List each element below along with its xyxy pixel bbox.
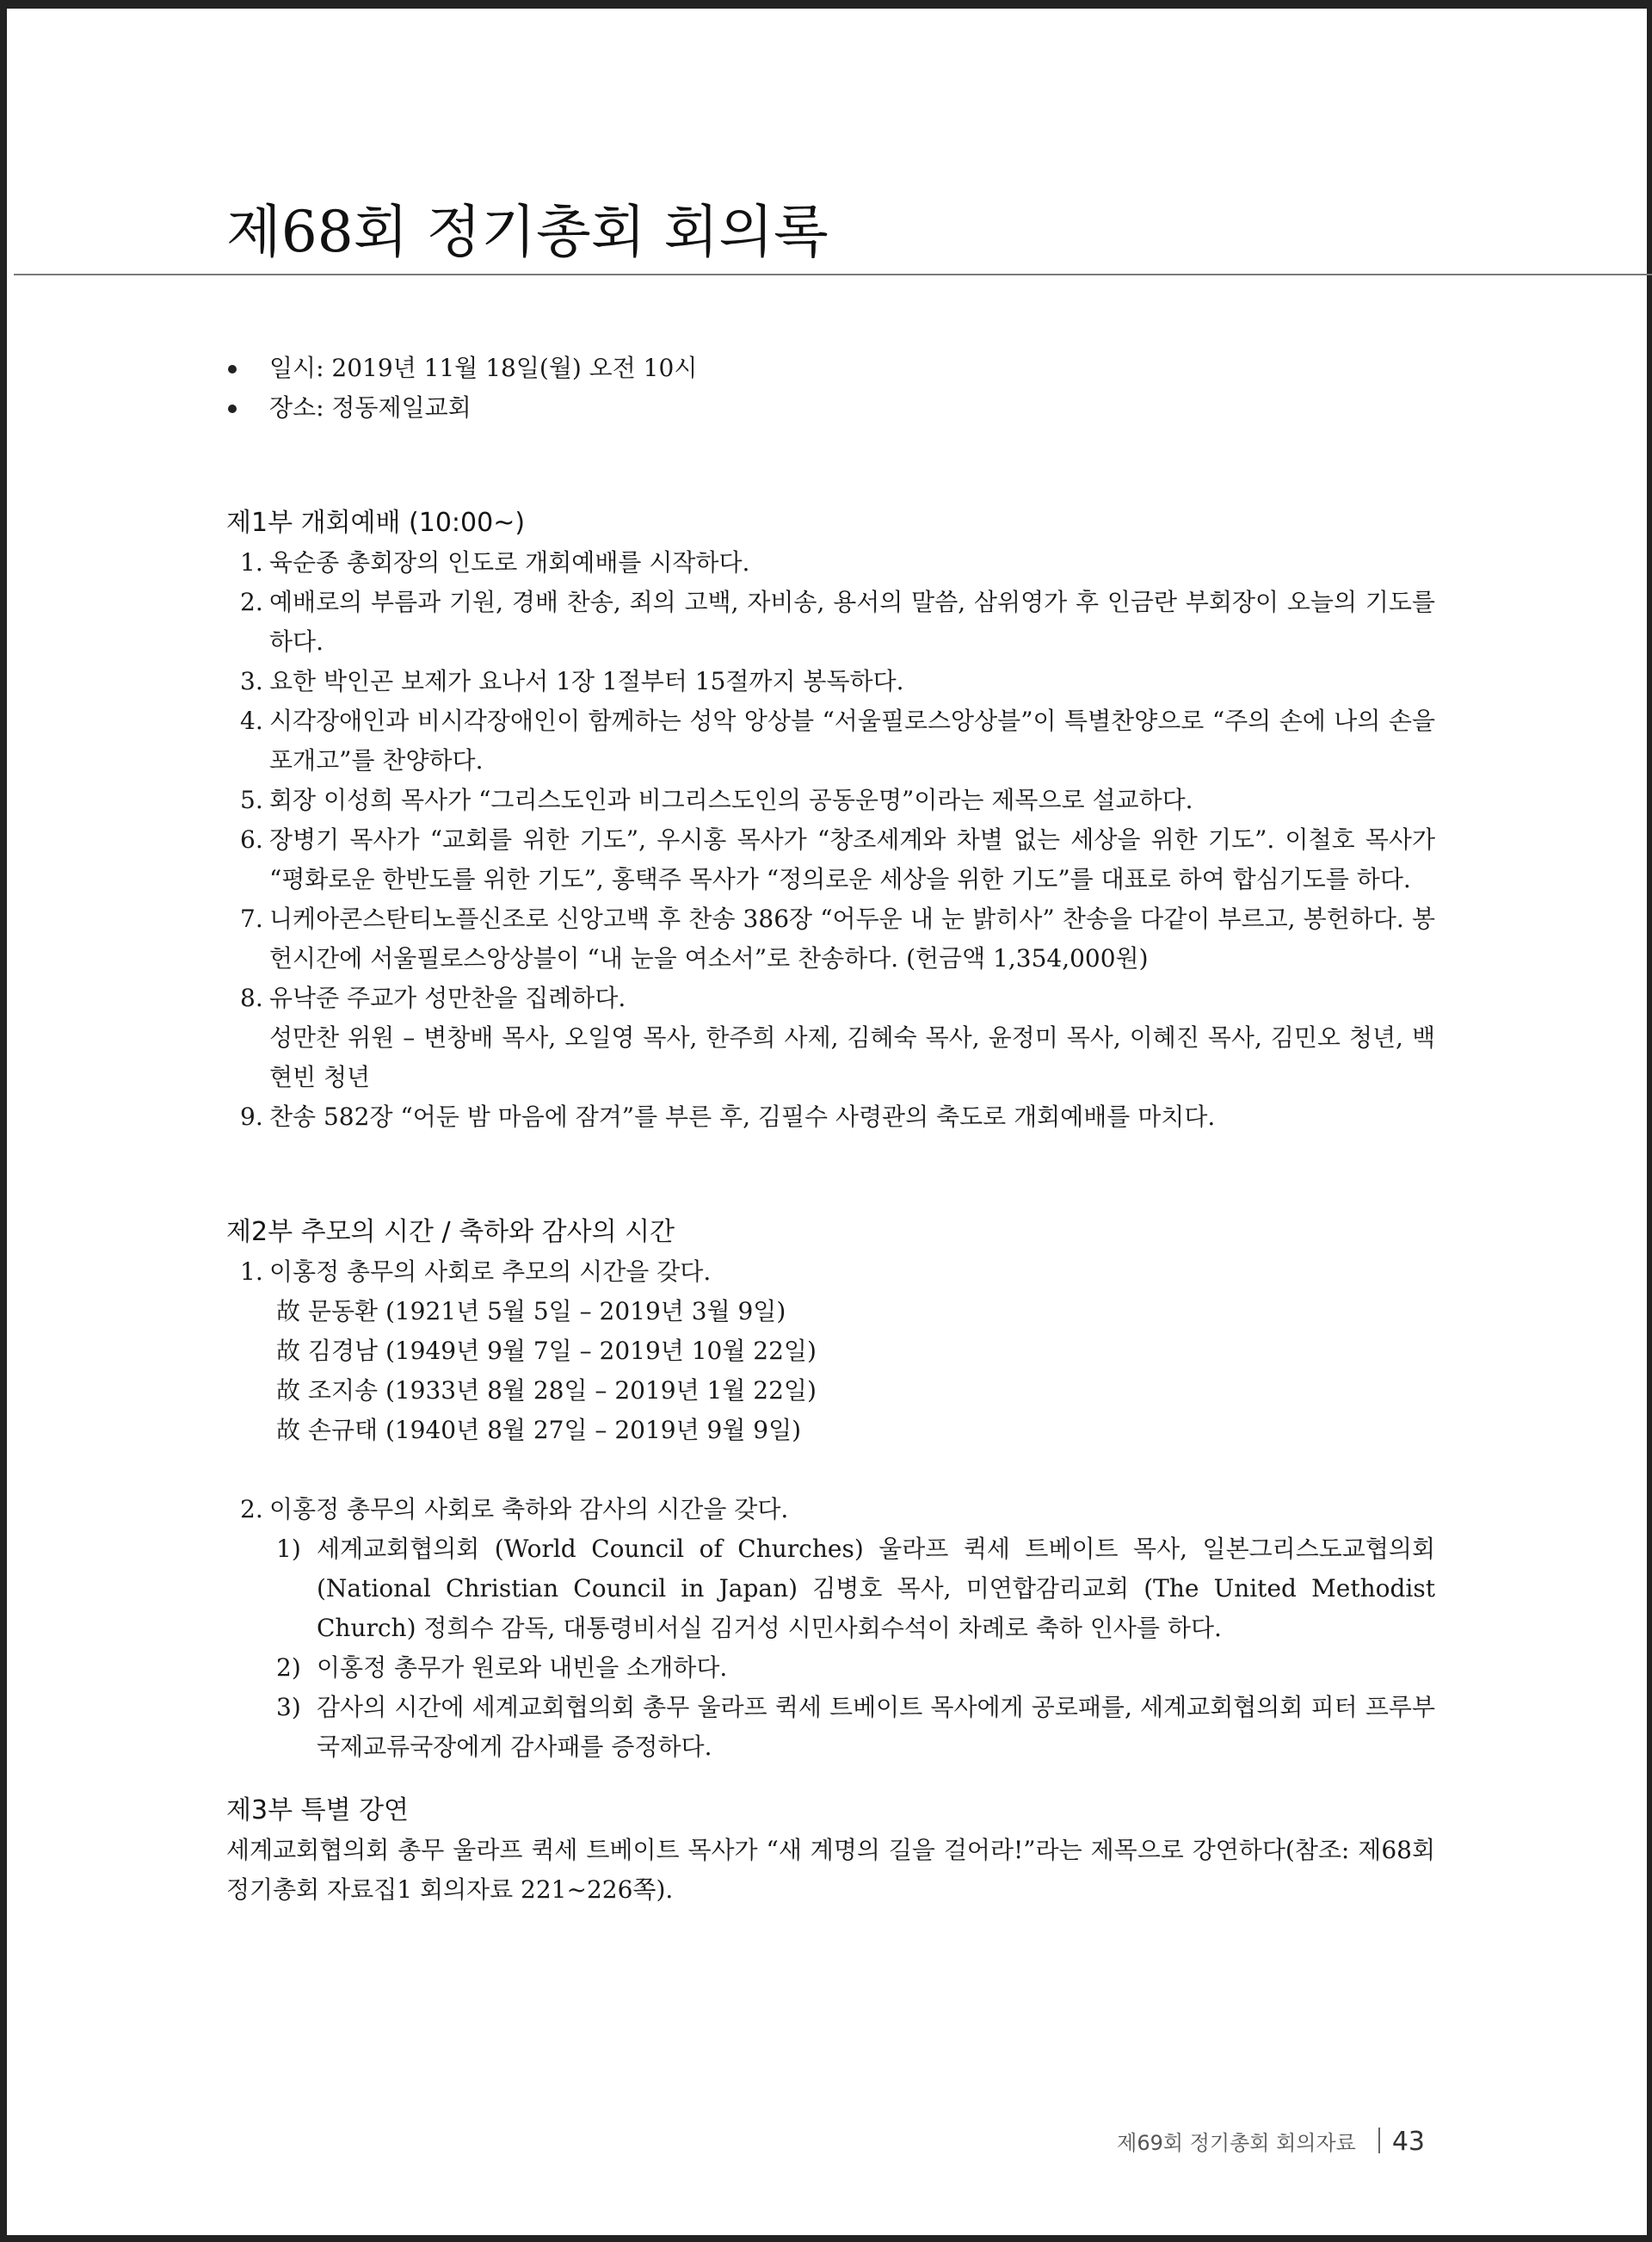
page-footer (1117, 2126, 1425, 2157)
info-place: 장소: 정동제일교회 (226, 388, 1435, 428)
list-item: 7. 니케아콘스탄티노플신조로 신앙고백 후 찬송 386장 “어두운 내 눈 밝히사” 찬송을 다같이 부르고, 봉헌하다. 봉헌시간에 서울필로스앙상블이 “내 눈을 여소서”로 찬송하다. (헌금액 1,354,000원) (240, 905, 1435, 973)
list-item: 5. 회장 이성희 목사가 “그리스도인과 비그리스도인의 공동운명”이라는 제목으로 설교하다. (240, 786, 1193, 814)
list-item: 8. 유낙준 주교가 성만찬을 집례하다. (240, 984, 626, 1012)
spacer (226, 1450, 1435, 1490)
part3-heading: 제3부 특별 강연 (226, 1795, 410, 1825)
part3-text: 세계교회협의회 총무 울라프 퀵세 트베이트 목사가 “새 계명의 길을 걸어라!”라는 제목으로 강연하다(참조: 제68회 정기총회 자료집1 회의자료 221~226쪽). (226, 1836, 1435, 1904)
info-date: 일시: 2019년 11월 18일(월) 오전 10시 (226, 349, 1435, 388)
memorial-entry: 故 문동환 (1921년 5월 5일 – 2019년 3월 9일) (276, 1297, 786, 1325)
bullet-icon (228, 365, 237, 374)
sub-item: 3) 감사의 시간에 세계교회협의회 총무 울라프 퀵세 트베이트 목사에게 공로패를, 세계교회협의회 피터 프루부 국제교류국장에게 감사패를 증정하다. (276, 1693, 1435, 1761)
sub-item: 1) 세계교회협의회 (World Council of Churches) 울라프 퀵세 트베이트 목사, 일본그리스도교협의회 (National Christian Council in Japan) 김병호 목사, 미연합감리교회 (The United Methodist Church) 정희수 감독, 대통령비서실 김거성 시민사회수석이 차례로 축하 인사를 하다. (276, 1535, 1435, 1642)
list-item: 3. 요한 박인곤 보제가 요나서 1장 1절부터 15절까지 봉독하다. (240, 667, 904, 695)
memorial-entry: 故 김경남 (1949년 9월 7일 – 2019년 10월 22일) (276, 1337, 817, 1365)
list-item: 6. 장병기 목사가 “교회를 위한 기도”, 우시홍 목사가 “창조세계와 차별 없는 세상을 위한 기도”. 이철호 목사가 “평화로운 한반도를 위한 기도”, 홍택주 목사가 “정의로운 세상을 위한 기도”를 대표로 하여 합심기도를 하다. (240, 825, 1435, 893)
list-item: 2. 이홍정 총무의 사회로 축하와 감사의 시간을 갖다. (240, 1495, 789, 1523)
list-item: 2. 예배로의 부름과 기원, 경배 찬송, 죄의 고백, 자비송, 용서의 말씀, 삼위영가 후 인금란 부회장이 오늘의 기도를 하다. (240, 588, 1435, 656)
part2-list (226, 1252, 1435, 1767)
meeting-info (226, 349, 1435, 428)
bullet-icon (228, 405, 237, 413)
list-item: 9. 찬송 582장 “어둔 밤 마음에 잠겨”를 부른 후, 김필수 사령관의 축도로 개회예배를 마치다. (240, 1102, 1216, 1131)
part1-list (226, 543, 1435, 1137)
memorial-entry: 故 손규태 (1940년 8월 27일 – 2019년 9월 9일) (276, 1416, 802, 1444)
sub-item: 2) 이홍정 총무가 원로와 내빈을 소개하다. (276, 1653, 728, 1682)
list-item: 1. 이홍정 총무의 사회로 추모의 시간을 갖다. (240, 1257, 712, 1286)
page-number: 43 (1391, 2127, 1425, 2157)
footer-separator (1378, 2128, 1380, 2153)
list-item: 1. 육순종 총회장의 인도로 개회예배를 시작하다. (240, 548, 750, 577)
part2-heading: 제2부 추모의 시간 / 축하와 감사의 시간 (226, 1217, 675, 1247)
list-item: 4. 시각장애인과 비시각장애인이 함께하는 성악 앙상블 “서울필로스앙상블”이 특별찬양으로 “주의 손에 나의 손을 포개고”를 찬양하다. (240, 707, 1435, 775)
footer-title: 제69회 정기총회 회의자료 (1117, 2131, 1356, 2155)
part1-heading: 제1부 개회예배 (10:00~) (226, 508, 526, 538)
page-title: 제68회 정기총회 회의록 (226, 199, 829, 265)
document-body (226, 349, 1435, 1910)
title-divider (14, 274, 1652, 275)
memorial-entry: 故 조지송 (1933년 8월 28일 – 2019년 1월 22일) (276, 1376, 817, 1405)
communion-members: 성만찬 위원 – 변창배 목사, 오일영 목사, 한주희 사제, 김혜숙 목사, 윤정미 목사, 이혜진 목사, 김민오 청년, 백현빈 청년 (269, 1023, 1435, 1091)
